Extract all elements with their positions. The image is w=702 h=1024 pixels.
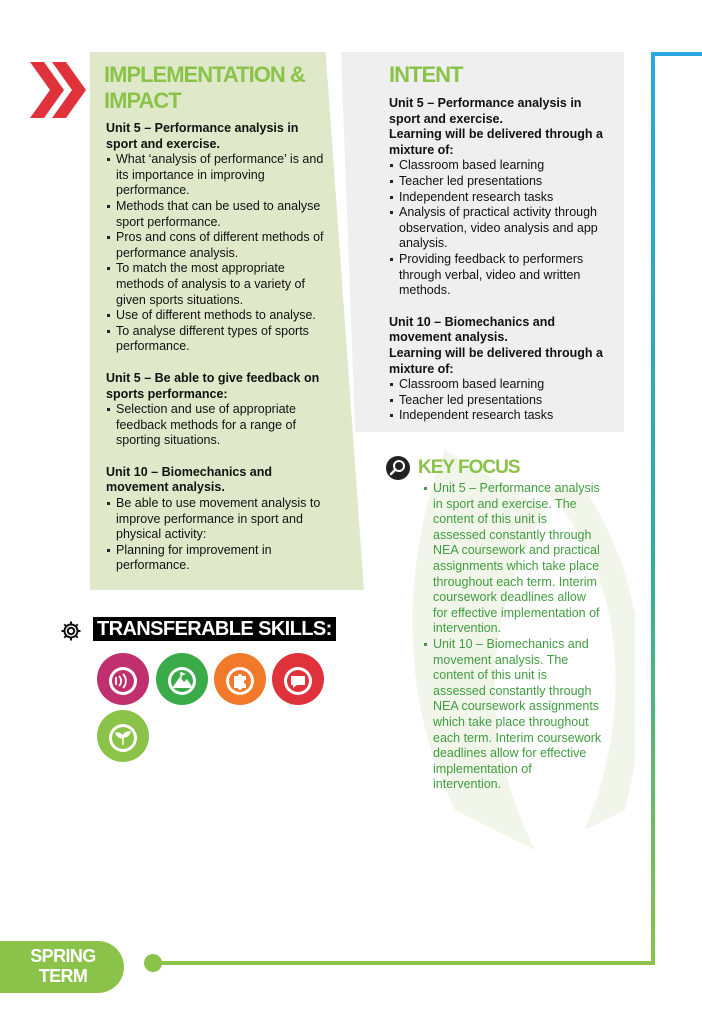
puzzle-icon [214, 653, 266, 705]
list-item: Independent research tasks [389, 408, 611, 424]
term-line1: SPRING [30, 946, 96, 966]
intent-section1-sub: Learning will be delivered through a mixture of: [389, 127, 603, 157]
intent-section2-sub: Learning will be delivered through a mixture of: [389, 345, 603, 376]
gear-icon [60, 620, 82, 642]
transferable-skills-title: TRANSFERABLE SKILLS: [93, 617, 336, 641]
list-item: Unit 5 – Performance analysis in sport and exercise. The content of this unit is assessed constantly through NEA coursework and practical assignments which take place throughout each term. Interim coursework deadlines allow for effective implementation of intervention. [423, 481, 603, 637]
impl-section2-list [106, 402, 324, 449]
staying-positive-badge [97, 710, 149, 762]
list-item: Unit 10 – Biomechanics and movement analysis. The content of this unit is assessed constantly through NEA coursework assignments which take place throughout each term. Interim coursework deadlines allow for effective implementation of intervention. [423, 637, 603, 793]
double-chevron-icon [30, 62, 88, 118]
speaking-badge [272, 653, 324, 705]
right-rail-line [651, 52, 655, 962]
list-item: Providing feedback to performers through verbal, video and written methods. [389, 252, 611, 299]
problem-solving-badge [214, 653, 266, 705]
mountain-flag-icon [156, 653, 208, 705]
implementation-title [104, 62, 344, 114]
list-item: Independent research tasks [389, 190, 611, 206]
impl-section1-heading: Unit 5 – Performance analysis in sport and exercise. [106, 121, 299, 151]
key-focus-title: KEY FOCUS [418, 457, 520, 478]
list-item: What ‘analysis of performance’ is and its importance in improving performance. [106, 152, 324, 199]
listening-badge [97, 653, 149, 705]
list-item: Classroom based learning [389, 158, 611, 174]
list-item: Teacher led presentations [389, 393, 611, 409]
bottom-rail-line [152, 961, 655, 965]
intent-section1-heading: Unit 5 – Performance analysis in sport and exercise. [389, 96, 582, 126]
intent-section1-list [389, 158, 611, 298]
list-item: Pros and cons of different methods of performance analysis. [106, 230, 324, 261]
list-item: Use of different methods to analyse. [106, 308, 324, 324]
list-item: Methods that can be used to analyse sport performance. [106, 199, 324, 230]
list-item: Selection and use of appropriate feedback methods for a range of sporting situations. [106, 402, 324, 449]
impl-section2-heading: Unit 5 – Be able to give feedback on sports performance: [106, 370, 320, 401]
list-item: To match the most appropriate methods of analysis to a variety of given sports situations. [106, 261, 324, 308]
impl-section3-list [106, 496, 324, 574]
impl-section1-list [106, 152, 324, 355]
timeline-dot [144, 954, 162, 972]
list-item: To analyse different types of sports performance. [106, 324, 324, 355]
magnifier-icon [386, 456, 410, 480]
list-item: Teacher led presentations [389, 174, 611, 190]
term-line2: TERM [38, 966, 88, 986]
sprout-icon [97, 710, 149, 762]
sound-waves-icon [97, 653, 149, 705]
speech-bubble-icon [272, 653, 324, 705]
list-item: Analysis of practical activity through observation, video analysis and app analysis. [389, 205, 611, 252]
impl-section3-heading: Unit 10 – Biomechanics and movement analysis. [106, 464, 273, 495]
aiming-high-badge [156, 653, 208, 705]
implementation-body [106, 121, 324, 574]
intent-title: INTENT [389, 62, 463, 87]
implementation-title-line2: IMPACT [104, 88, 181, 113]
intent-section2-heading: Unit 10 – Biomechanics and movement analysis. [389, 314, 556, 345]
top-rail-line [651, 52, 702, 56]
implementation-title-line1: IMPLEMENTATION & [104, 62, 305, 87]
key-focus-list [423, 481, 603, 793]
list-item: Be able to use movement analysis to improve performance in sport and physical activity: [106, 496, 324, 543]
intent-body [389, 96, 611, 424]
term-label [20, 946, 106, 986]
intent-section2-list [389, 377, 611, 424]
list-item: Classroom based learning [389, 377, 611, 393]
key-focus-body [423, 481, 603, 793]
list-item: Planning for improvement in performance. [106, 543, 324, 574]
